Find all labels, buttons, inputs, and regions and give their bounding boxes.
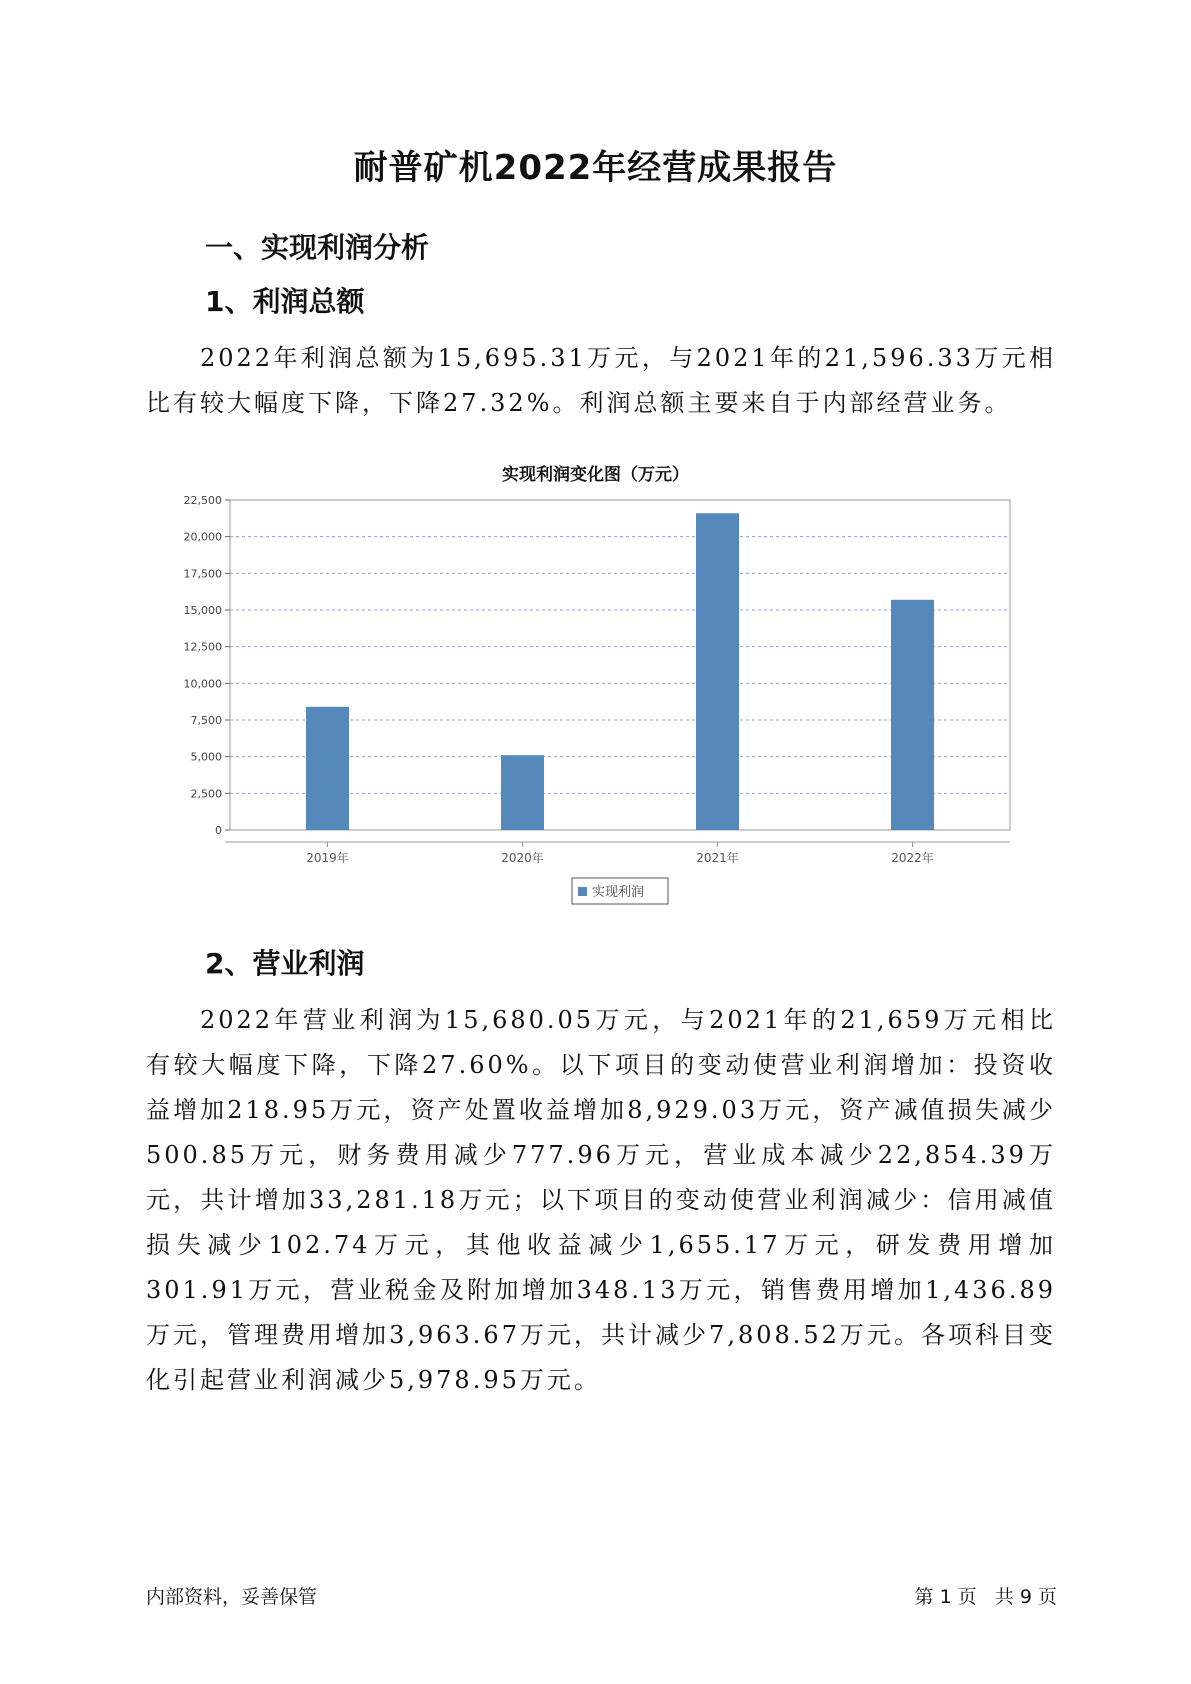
y-tick-label: 7,500	[190, 714, 222, 727]
bar	[306, 707, 349, 830]
y-tick-label: 5,000	[190, 750, 222, 764]
y-tick-label: 22,500	[183, 494, 222, 507]
legend-label: 实现利润	[592, 885, 645, 900]
profit-bar-chart	[160, 490, 1040, 910]
y-tick-label: 2,500	[190, 787, 222, 801]
bar	[696, 513, 739, 830]
legend-swatch	[578, 887, 587, 896]
y-tick-label: 15,000	[183, 604, 222, 617]
x-tick-label: 2021年	[696, 851, 739, 865]
bar	[501, 755, 544, 830]
y-tick-label: 10,000	[183, 677, 222, 691]
y-tick-label: 0	[215, 824, 222, 837]
x-tick-label: 2019年	[306, 851, 349, 865]
footer-confidential-note: 内部资料，妥善保管	[146, 1586, 318, 1608]
subheading-total-profit: 1、利润总额	[205, 285, 365, 318]
document-title: 耐普矿机2022年经营成果报告	[353, 148, 838, 188]
section-heading-profit-analysis: 一、实现利润分析	[205, 231, 430, 264]
x-tick-label: 2020年	[501, 851, 544, 865]
paragraph-operating-profit: 2022年营业利润为15,680.05万元，与2021年的21,659万元相比有较大幅度下降，下降27.60%。以下项目的变动使营业利润增加：投资收益增加218.95万元，资产处置收益增加8,929.03万元，资产减值损失减少500.85万元，财务费用减少777.96万元，营业成本减少22,854.39万元，共计增加33,281.18万元；以下项目的变动使营业利润减少：信用减值损失减少102.74万元，其他收益减少1,655.17万元，研发费用增加301.91万元，营业税金及附加增加348.13万元，销售费用增加1,436.89万元，管理费用增加3,963.67万元，共计减少7,808.52万元。各项科目变化引起营业利润减少5,978.95万元。	[146, 1006, 1056, 1394]
y-tick-label: 17,500	[183, 567, 222, 581]
paragraph-total-profit: 2022年利润总额为15,695.31万元，与2021年的21,596.33万元相比有较大幅度下降，下降27.32%。利润总额主要来自于内部经营业务。	[146, 344, 1056, 417]
bar	[891, 600, 934, 830]
chart-title: 实现利润变化图（万元）	[502, 465, 689, 485]
y-tick-label: 20,000	[183, 530, 222, 544]
footer-page-number: 第 1 页 共 9 页	[914, 1586, 1057, 1608]
y-tick-label: 12,500	[183, 640, 222, 654]
x-tick-label: 2022年	[891, 851, 934, 865]
subheading-operating-profit: 2、营业利润	[205, 947, 365, 980]
